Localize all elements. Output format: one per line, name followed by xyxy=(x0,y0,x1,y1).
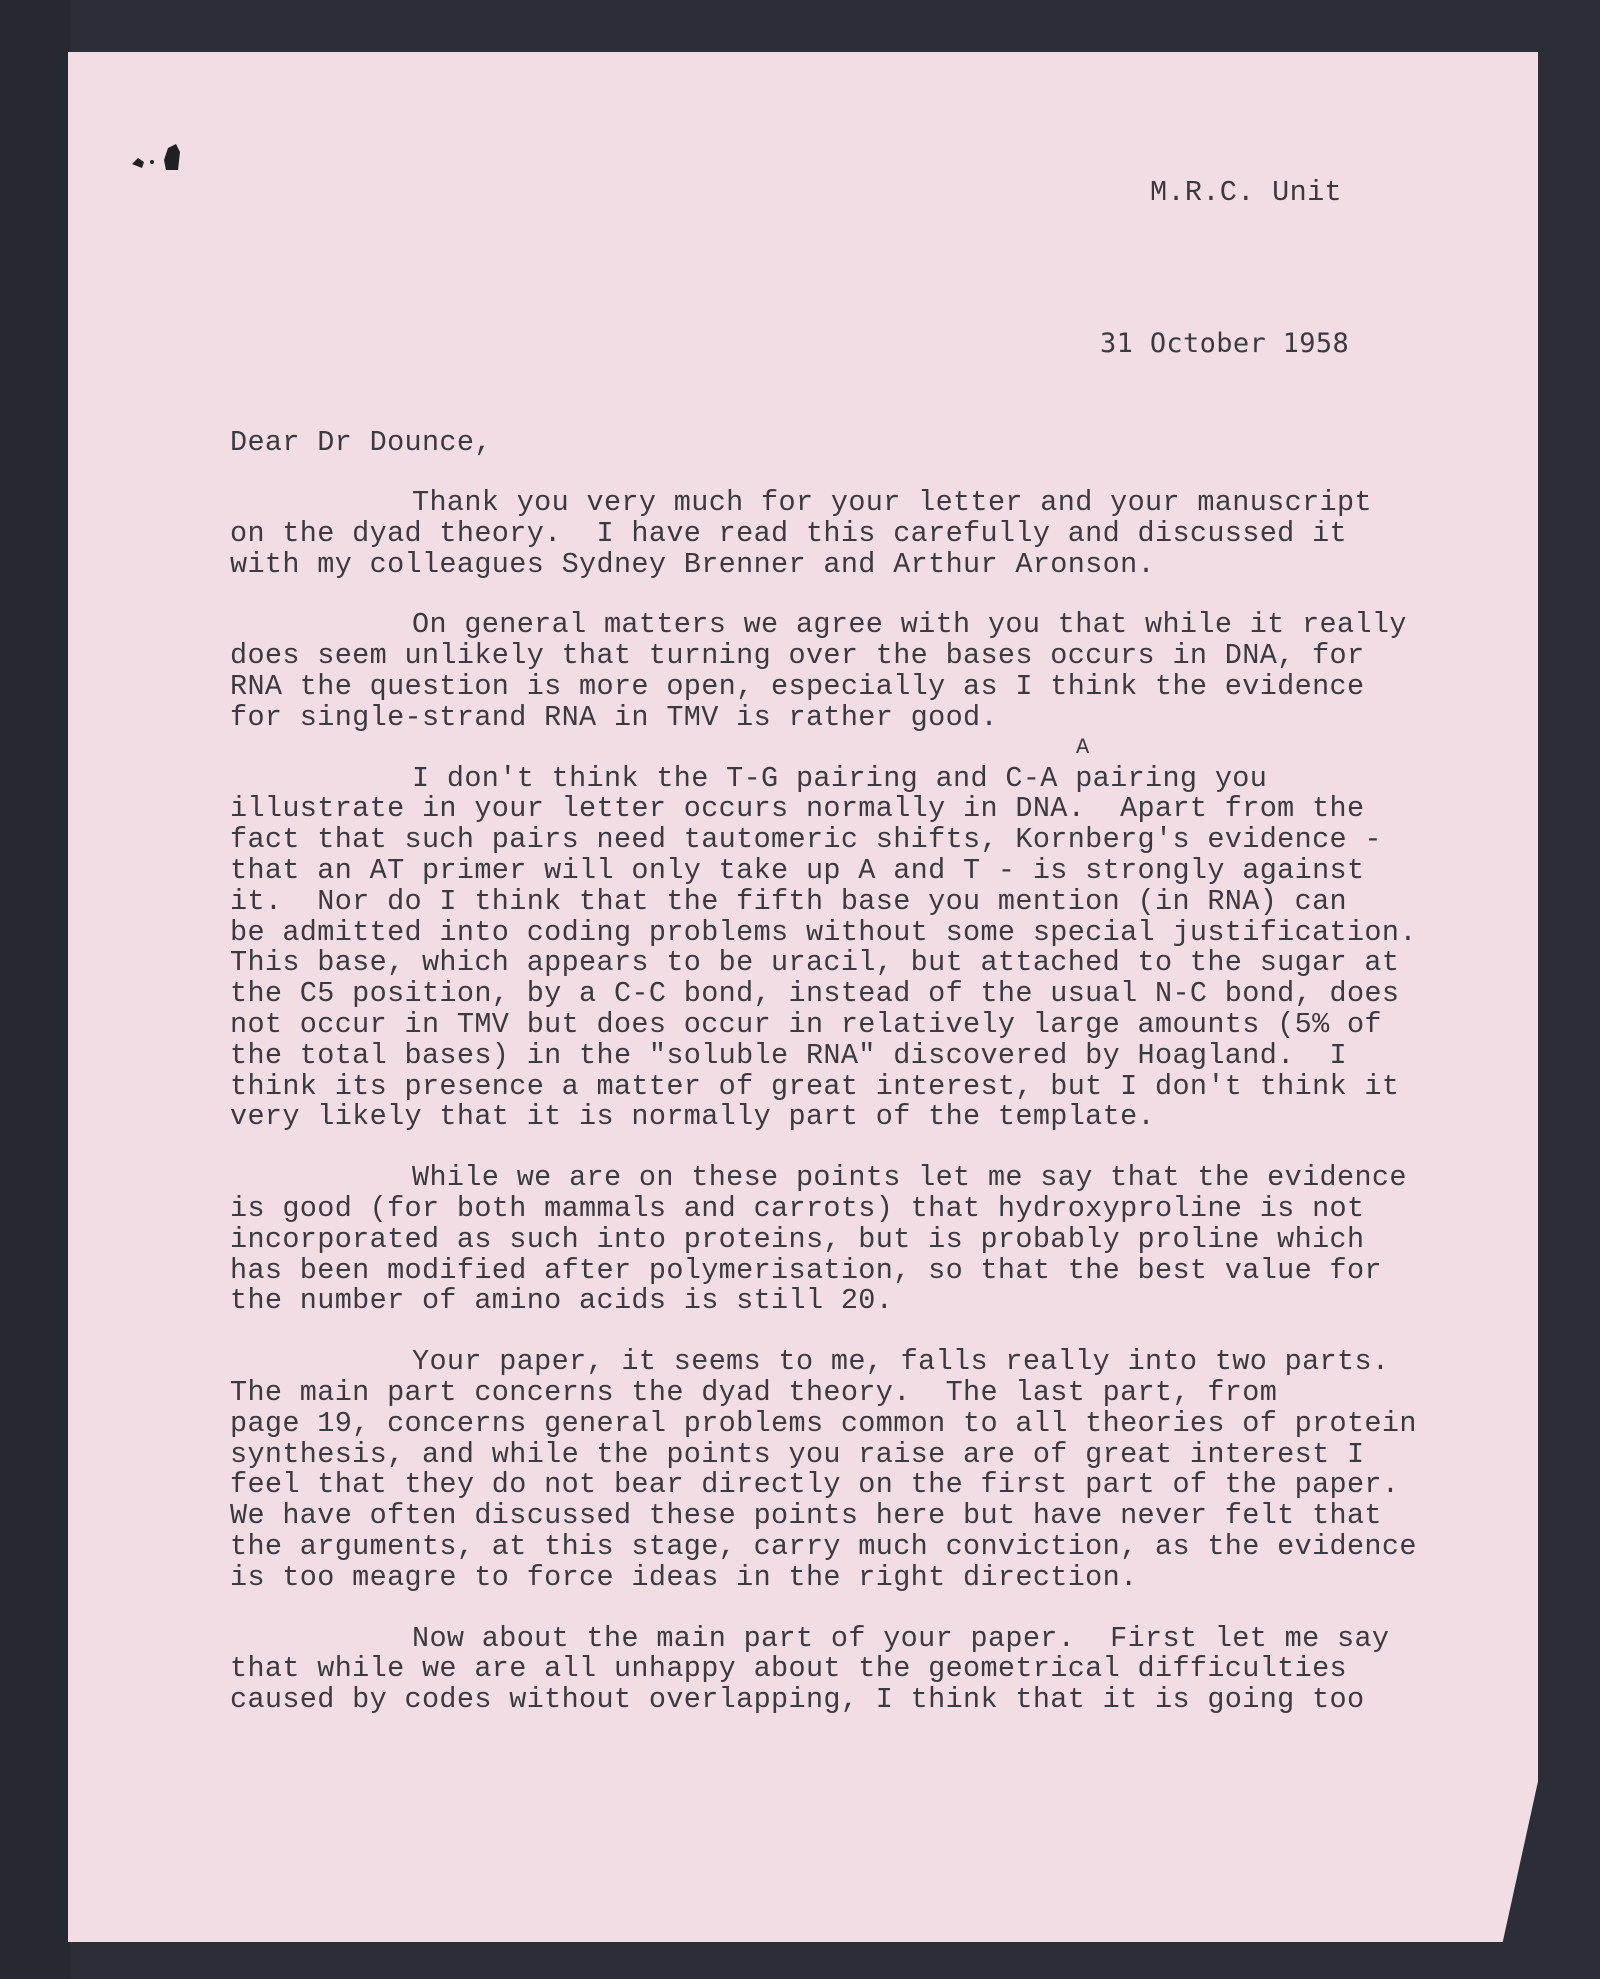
body-line: that while we are all unhappy about the geometrical difficulties xyxy=(230,1652,1347,1686)
body-line: Thank you very much for your letter and your manuscript xyxy=(412,486,1372,519)
body-line: I don't think the T-G pairing and C-A pairing you xyxy=(412,761,1268,795)
body-line: We have often discussed these points here but have never felt that xyxy=(230,1499,1382,1533)
body-line: think its presence a matter of great interest, but I don't think it xyxy=(230,1069,1400,1103)
paragraph-4 xyxy=(230,1163,1500,1317)
paragraph-6 xyxy=(230,1621,1500,1717)
body-line: RNA the question is more open, especially as I think the evidence xyxy=(230,669,1365,703)
body-line: has been modified after polymerisation, so that the best value for xyxy=(230,1253,1382,1287)
letter-body xyxy=(230,488,1500,1746)
body-line: Now about the main part of your paper. First let me say xyxy=(412,1621,1390,1655)
body-line: While we are on these points let me say that the evidence xyxy=(412,1161,1407,1195)
body-line: On general matters we agree with you that while it really xyxy=(412,608,1407,642)
body-line: feel that they do not bear directly on the first part of the paper. xyxy=(230,1468,1400,1502)
handwritten-insert-mark: A xyxy=(1076,735,1090,760)
body-line: with my colleagues Sydney Brenner and Arthur Aronson. xyxy=(230,547,1155,581)
salutation: Dear Dr Dounce, xyxy=(230,426,492,459)
body-line: caused by codes without overlapping, I think that it is going too xyxy=(230,1683,1365,1717)
body-line: illustrate in your letter occurs normally in DNA. Apart from the xyxy=(230,792,1365,826)
body-line: fact that such pairs need tautomeric shifts, Kornberg's evidence - xyxy=(230,823,1382,857)
body-line: very likely that it is normally part of the template. xyxy=(230,1100,1155,1134)
body-line: The main part concerns the dyad theory. The last part, from xyxy=(230,1375,1278,1409)
letterhead-unit: M.R.C. Unit xyxy=(1150,176,1342,209)
body-line: the total bases) in the "soluble RNA" discovered by Hoagland. I xyxy=(230,1038,1347,1072)
body-line: incorporated as such into proteins, but is probably proline which xyxy=(230,1222,1365,1256)
paragraph-1 xyxy=(230,488,1500,580)
body-line: for single-strand RNA in TMV is rather good. xyxy=(230,700,998,734)
body-line: is too meagre to force ideas in the right direction. xyxy=(230,1560,1138,1594)
body-line: on the dyad theory. I have read this carefully and discussed it xyxy=(230,516,1347,550)
scan-backdrop xyxy=(0,0,70,1979)
paragraph-2 xyxy=(230,610,1500,733)
body-line: that an AT primer will only take up A and T - is strongly against xyxy=(230,853,1365,887)
body-line: the number of amino acids is still 20. xyxy=(230,1284,894,1318)
torn-corner-mark xyxy=(128,140,186,174)
body-line: be admitted into coding problems without some special justification. xyxy=(230,915,1417,949)
letter-date: 31 October 1958 xyxy=(1100,328,1350,359)
body-line: the arguments, at this stage, carry much conviction, as the evidence xyxy=(230,1529,1417,1563)
paragraph-5 xyxy=(230,1347,1500,1593)
body-line: synthesis, and while the points you raise are of great interest I xyxy=(230,1437,1365,1471)
body-line: the C5 position, by a C-C bond, instead of the usual N-C bond, does xyxy=(230,977,1400,1011)
body-line: does seem unlikely that turning over the bases occurs in DNA, for xyxy=(230,639,1365,673)
body-line: not occur in TMV but does occur in relatively large amounts (5% of xyxy=(230,1007,1382,1041)
body-line: is good (for both mammals and carrots) that hydroxyproline is not xyxy=(230,1191,1365,1225)
body-line: This base, which appears to be uracil, but attached to the sugar at xyxy=(230,946,1400,980)
body-line: Your paper, it seems to me, falls really into two parts. xyxy=(412,1345,1390,1379)
body-line: it. Nor do I think that the fifth base you mention (in RNA) can xyxy=(230,884,1347,918)
paragraph-3 xyxy=(230,761,1500,1134)
body-line: page 19, concerns general problems common to all theories of protein xyxy=(230,1406,1417,1440)
